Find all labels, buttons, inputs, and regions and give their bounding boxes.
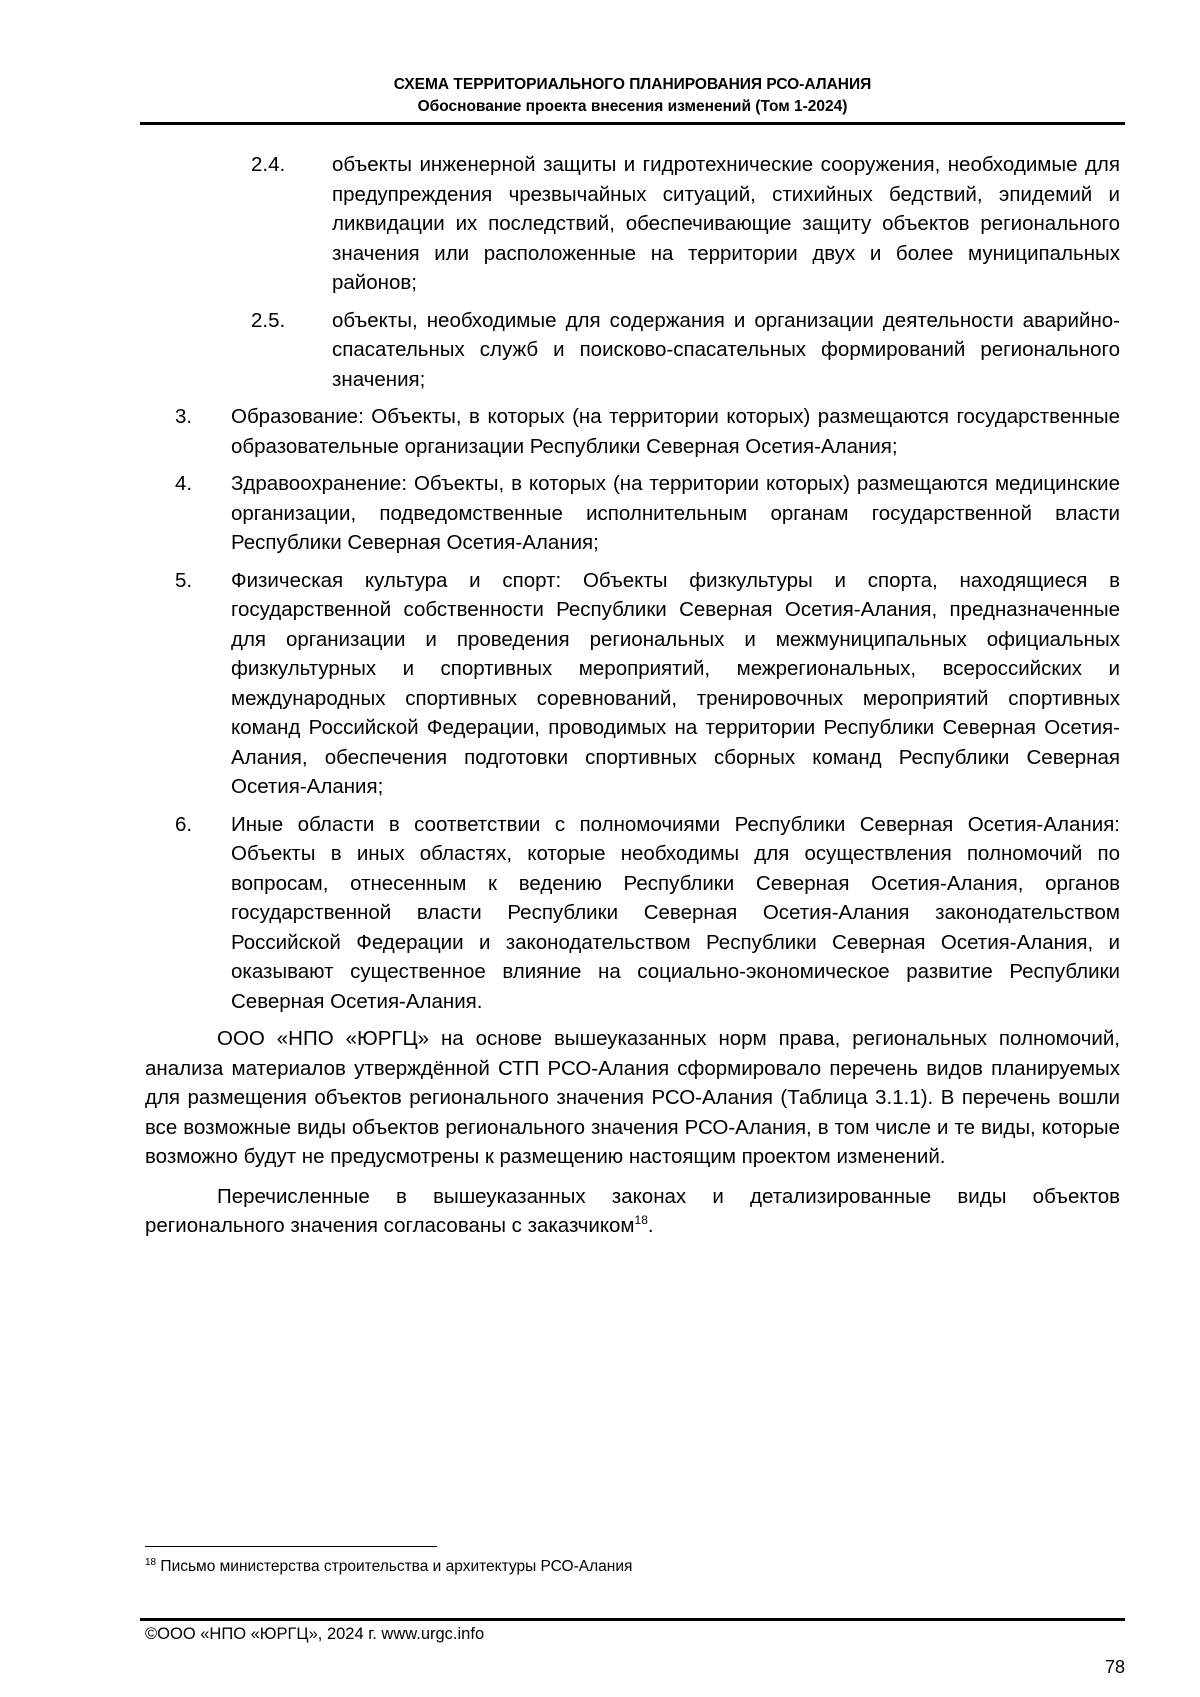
list-item-text: Иные области в соответствии с полномочиями Республики Северная Осетия-Алания: Объекты в иных областях, которые необходимы для осуществления полномочий по вопросам, отнесенным к ведению Республики Северная Осетия-Алания, органов государственной власти Республики Северная Осетия-Алания законодательством Российской Федерации и законодательством Республики Северная Осетия-Алания, и оказывают существенное влияние на социально-экономическое развитие Республики Северная Осетия-Алания. xyxy=(231,812,1120,1013)
header-divider xyxy=(140,122,1125,125)
paragraph-tail: . xyxy=(647,1214,654,1237)
list-item-4 xyxy=(145,469,1120,558)
footnote-reference[interactable]: 18 xyxy=(634,1213,648,1228)
footer-copyright: ©ООО «НПО «ЮРГЦ», 2024 г. www.urgc.info xyxy=(145,1625,485,1643)
list-item-number: 3. xyxy=(175,405,193,428)
header-title: СХЕМА ТЕРРИТОРИАЛЬНОГО ПЛАНИРОВАНИЯ РСО-АЛАНИЯ xyxy=(393,76,872,93)
list-item-number: 5. xyxy=(175,568,193,592)
list-item-text: объекты, необходимые для содержания и организации деятельности аварийно-спасательных служб и поисково-спасательных формирований регионального значения; xyxy=(332,308,1120,391)
list-item-2-4 xyxy=(145,150,1120,298)
list-item-2-5 xyxy=(145,306,1120,395)
footnote-text: Письмо министерства строительства и архитектуры РСО-Алания xyxy=(156,1558,633,1575)
list-item-6 xyxy=(145,810,1120,1017)
list-item-3 xyxy=(145,402,1120,461)
list-item-number: 2.5. xyxy=(251,308,286,332)
paragraph-text: Перечисленные в вышеуказанных законах и детализированные виды объектов регионального значения согласованы с заказчиком xyxy=(145,1184,1120,1237)
footnote-number: 18 xyxy=(145,1556,157,1568)
header-subtitle: Обоснование проекта внесения изменений (Том 1-2024) xyxy=(417,98,848,115)
body-paragraph-with-footnote xyxy=(145,1182,1120,1241)
footnote-divider xyxy=(145,1546,437,1547)
page-header xyxy=(140,74,1125,118)
list-item-text: Физическая культура и спорт: Объекты физкультуры и спорта, находящиеся в государственной собственности Республики Северная Осетия-Алания, предназначенные для организации и проведения региональных и межмуниципальных официальных физкультурных и спортивных мероприятий, межрегиональных, всероссийских и международных спортивных соревнований, тренировочных мероприятий спортивных команд Российской Федерации, проводимых на территории Республики Северная Осетия-Алания, обеспечения подготовки спортивных сборных команд Республики Северная Осетия-Алания; xyxy=(231,568,1120,798)
body-paragraph: ООО «НПО «ЮРГЦ» на основе вышеуказанных норм права, региональных полномочий, анализа материалов утверждённой СТП РСО-Алания сформировало перечень видов планируемых для размещения объектов регионального значения РСО-Алания (Таблица 3.1.1). В перечень вошли все возможные виды объектов регионального значения РСО-Алания, в том числе и те виды, которые возможно будут не предусмотрены к размещению настоящим проектом изменений. xyxy=(145,1027,1120,1168)
list-item-text: Здравоохранение: Объекты, в которых (на территории которых) размещаются медицинские организации, подведомственные исполнительным органам государственной власти Республики Северная Осетия-Алания; xyxy=(231,472,1120,554)
list-item-5 xyxy=(145,566,1120,802)
page-number: 78 xyxy=(1104,1657,1125,1677)
list-item-number: 6. xyxy=(175,812,193,836)
list-item-number: 4. xyxy=(175,472,193,495)
footer-divider xyxy=(140,1618,1125,1621)
main-content xyxy=(145,150,1120,1251)
list-item-number: 2.4. xyxy=(251,153,286,176)
footnote xyxy=(145,1557,632,1577)
list-item-text: Образование: Объекты, в которых (на территории которых) размещаются государственные образовательные организации Республики Северная Осетия-Алания; xyxy=(231,405,1120,458)
list-item-text: объекты инженерной защиты и гидротехнические сооружения, необходимые для предупреждения чрезвычайных ситуаций, стихийных бедствий, эпидемий и ликвидации их последствий, обеспечивающие защиту объектов регионального значения или расположенные на территории двух и более муниципальных районов; xyxy=(332,153,1120,294)
